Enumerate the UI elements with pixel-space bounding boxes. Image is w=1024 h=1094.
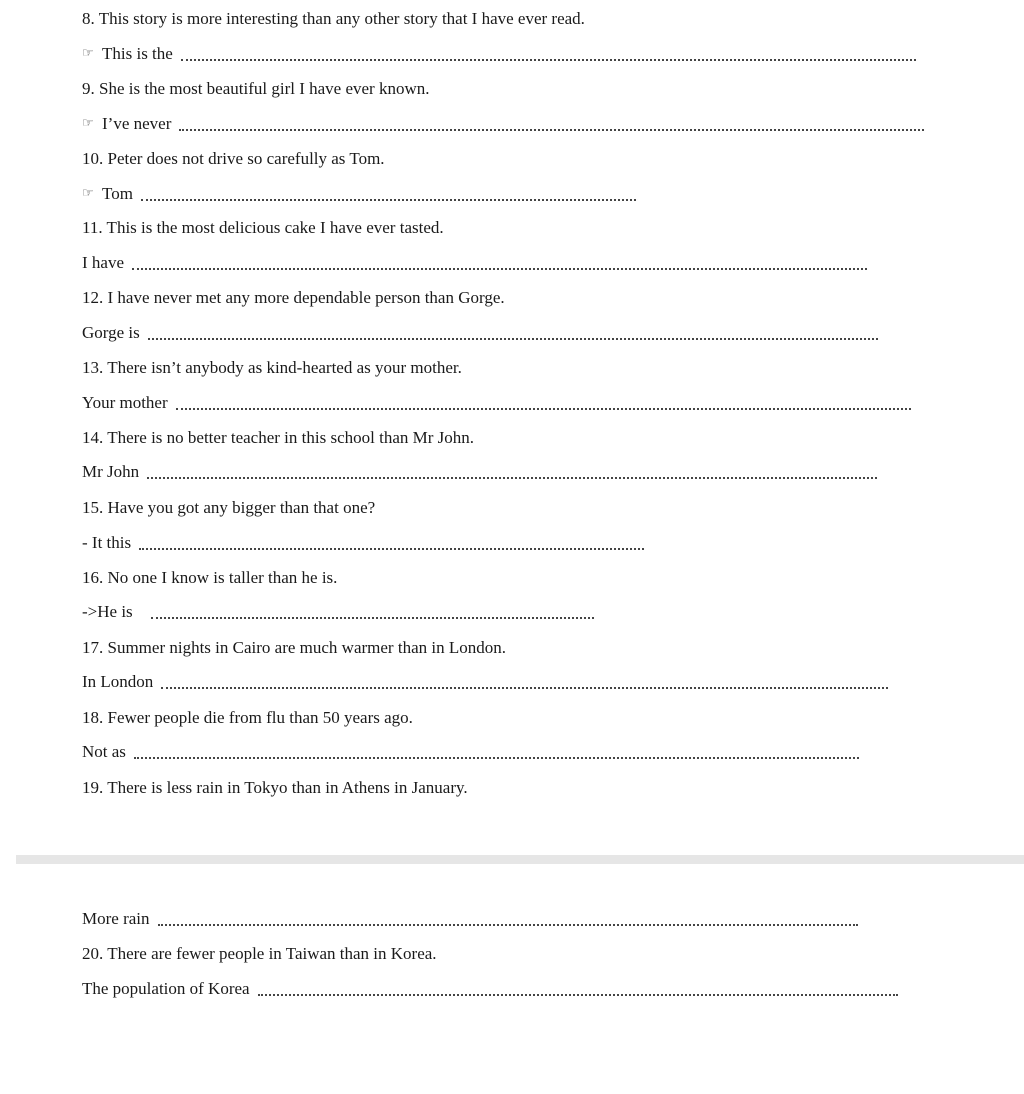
answer-prefix: This is the (102, 44, 173, 63)
question-text: 11. This is the most delicious cake I have ever tasted. (82, 218, 444, 237)
answer-prefix: The population of Korea (82, 979, 250, 998)
answer-11 (82, 251, 867, 275)
question-text: 18. Fewer people die from flu than 50 years ago. (82, 708, 413, 727)
answer-prefix: Your mother (82, 393, 168, 412)
answer-blank[interactable] (161, 683, 888, 689)
page-break-divider (16, 855, 1024, 864)
answer-14 (82, 460, 877, 484)
answer-18 (82, 740, 859, 764)
answer-blank[interactable] (134, 753, 859, 759)
answer-8 (82, 42, 916, 66)
question-text: 10. Peter does not drive so carefully as Tom. (82, 149, 385, 168)
answer-blank[interactable] (141, 195, 636, 201)
question-text: 12. I have never met any more dependable person than Gorge. (82, 288, 505, 307)
answer-prefix: - It this (82, 533, 132, 552)
answer-prefix: Not as (82, 742, 126, 761)
answer-blank[interactable] (158, 920, 858, 926)
answer-13 (82, 391, 911, 415)
answer-prefix: I have (82, 253, 125, 272)
question-text: 14. There is no better teacher in this school than Mr John. (82, 428, 475, 447)
question-17 (82, 636, 506, 660)
question-text: 20. There are fewer people in Taiwan than in Korea. (82, 944, 437, 963)
question-12 (82, 286, 505, 310)
question-18 (82, 706, 413, 730)
answer-blank[interactable] (181, 55, 916, 61)
question-8 (82, 7, 585, 31)
answer-blank[interactable] (258, 990, 898, 996)
answer-16 (82, 600, 594, 624)
answer-9 (82, 112, 924, 136)
answer-blank[interactable] (147, 473, 877, 479)
question-19 (82, 776, 468, 800)
answer-blank[interactable] (148, 334, 878, 340)
answer-blank[interactable] (139, 544, 644, 550)
answer-prefix: ->He is (82, 602, 133, 621)
answer-19 (82, 907, 858, 931)
answer-prefix: Gorge is (82, 323, 140, 342)
question-text: 9. She is the most beautiful girl I have ever known. (82, 79, 430, 98)
answer-15 (82, 531, 644, 555)
pointing-hand-icon: ☞ (82, 45, 94, 60)
question-text: 13. There isn’t anybody as kind-hearted as your mother. (82, 358, 462, 377)
answer-blank[interactable] (151, 613, 594, 619)
answer-blank[interactable] (132, 264, 867, 270)
question-text: 19. There is less rain in Tokyo than in Athens in January. (82, 778, 468, 797)
answer-prefix: Tom (102, 184, 133, 203)
question-14 (82, 426, 474, 450)
question-16 (82, 566, 337, 590)
question-10 (82, 147, 385, 171)
question-13 (82, 356, 462, 380)
answer-prefix: More rain (82, 909, 150, 928)
question-text: 17. Summer nights in Cairo are much warmer than in London. (82, 638, 506, 657)
question-text: 8. This story is more interesting than any other story that I have ever read. (82, 9, 585, 28)
answer-prefix: Mr John (82, 462, 140, 481)
answer-blank[interactable] (179, 125, 924, 131)
answer-prefix: I’ve never (102, 114, 172, 133)
answer-20 (82, 977, 898, 1001)
question-15 (82, 496, 375, 520)
answer-prefix: In London (82, 672, 154, 691)
pointing-hand-icon: ☞ (82, 115, 94, 130)
answer-12 (82, 321, 878, 345)
question-text: 15. Have you got any bigger than that one? (82, 498, 376, 517)
answer-10 (82, 182, 636, 206)
question-text: 16. No one I know is taller than he is. (82, 568, 338, 587)
answer-blank[interactable] (176, 404, 911, 410)
question-11 (82, 216, 444, 240)
answer-17 (82, 670, 888, 694)
question-20 (82, 942, 437, 966)
pointing-hand-icon: ☞ (82, 185, 94, 200)
question-9 (82, 77, 429, 101)
